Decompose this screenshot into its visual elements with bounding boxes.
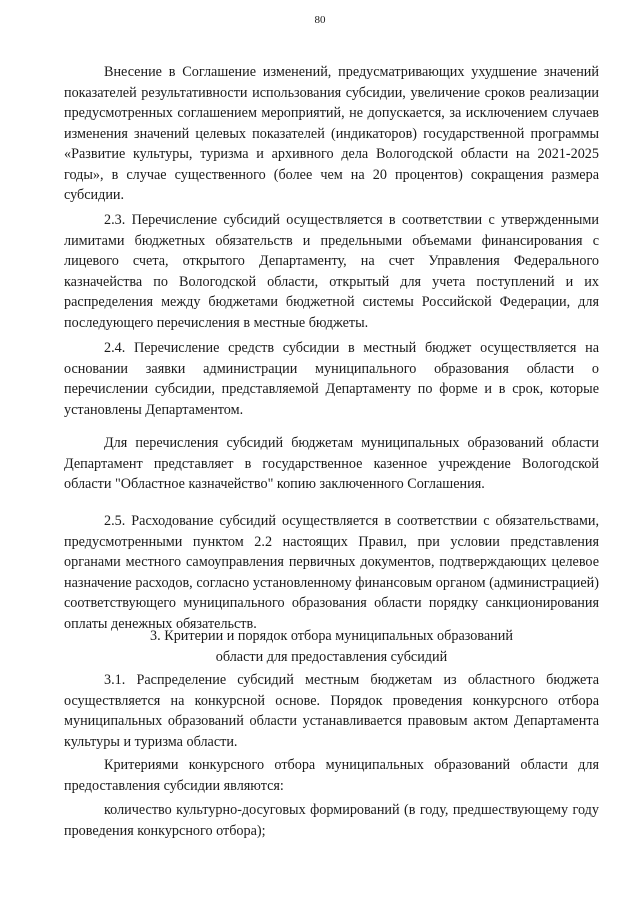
paragraph-treasury-copy: Для перечисления субсидий бюджетам муниципальных образований области Департамент представляет в государственное казенное учреждение Вологодской области "Областное казначейство" копию заключенного Соглашения. <box>64 435 599 492</box>
paragraph-criteria-intro: Критериями конкурсного отбора муниципальных образований области для предоставления субсидии являются: <box>64 757 599 794</box>
paragraph-2-4: 2.4. Перечисление средств субсидии в местный бюджет осуществляется на основании заявки администрации муниципального образования области о перечислении субсидии, представляемой Департаменту по форме и в срок, которые установлены Департаментом. <box>64 340 599 418</box>
section-3-heading-line2: области для предоставления субсидий <box>215 648 448 665</box>
paragraph-amendment-rules: Внесение в Соглашение изменений, предусматривающих ухудшение значений показателей результативности использования субсидии, увеличение сроков реализации предусмотренных соглашением мероприятий, не допускается, за исключением случаев изменения значений целевых показателей (индикаторов) государственной программы «Развитие культуры, туризма и архивного дела Вологодской области на 2021-2025 годы», в случае существенного (более чем на 20 процентов) сокращения размера субсидии. <box>64 64 599 203</box>
paragraph-2-3: 2.3. Перечисление субсидий осуществляется в соответствии с утвержденными лимитами бюджетных обязательств и предельными объемами финансирования с лицевого счета, открытого Департаменту, на счет Управления Федерального казначейства по Вологодской области, открытый для учета поступлений и их распределения между бюджетами бюджетной системы Российской Федерации, для последующего перечисления в местные бюджеты. <box>64 212 599 331</box>
section-3-heading-line1: 3. Критерии и порядок отбора муниципальных образований <box>150 628 513 644</box>
page-number: 80 <box>314 14 326 26</box>
paragraph-criterion-1: количество культурно-досуговых формирований (в году, предшествующему году проведения конкурсного отбора); <box>64 802 599 839</box>
paragraph-2-5: 2.5. Расходование субсидий осуществляется в соответствии с обязательствами, предусмотренными пунктом 2.2 настоящих Правил, при условии представления органами местного самоуправления первичных документов, подтверждающих целевое назначение расходов, согласно установленному финансовым органом (администрацией) соответствующего муниципального образования области порядку санкционирования оплаты денежных обязательств. <box>64 513 599 632</box>
section-3-heading <box>64 626 599 667</box>
paragraph-3-1: 3.1. Распределение субсидий местным бюджетам из областного бюджета осуществляется на конкурсной основе. Порядок проведения конкурсного отбора муниципальных образований области устанавливается правовым актом Департамента культуры и туризма области. <box>64 672 599 750</box>
